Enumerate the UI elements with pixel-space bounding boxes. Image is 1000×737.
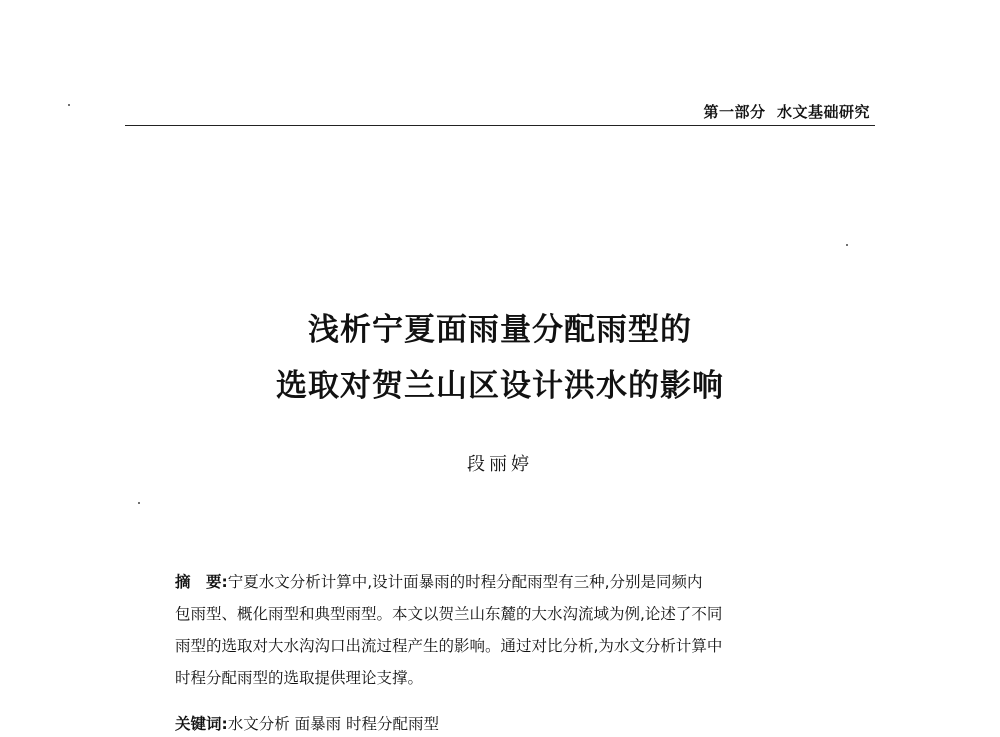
abstract-line-4: 时程分配雨型的选取提供理论支撑。 [175, 669, 424, 687]
author-name: 段丽婷 [467, 454, 533, 475]
keywords [175, 712, 835, 736]
abstract-text-1: 宁夏水文分析计算中,设计面暴雨的时程分配雨型有三种,分别是同频内 [227, 573, 703, 591]
keywords-label: 关键词: [175, 715, 228, 733]
abstract-line-3: 雨型的选取对大水沟沟口出流过程产生的影响。通过对比分析,为水文分析计算中 [175, 637, 723, 655]
keywords-text: 水文分析 面暴雨 时程分配雨型 [227, 715, 440, 733]
scan-speck [138, 502, 140, 504]
running-header: 第一部分 水文基础研究 [703, 103, 870, 121]
abstract-line-1 [175, 566, 835, 598]
abstract [175, 566, 835, 694]
paper-title [0, 302, 1000, 414]
title-line-2: 选取对贺兰山区设计洪水的影响 [276, 368, 724, 404]
title-line-1: 浅析宁夏面雨量分配雨型的 [308, 312, 692, 348]
abstract-line-2: 包雨型、概化雨型和典型雨型。本文以贺兰山东麓的大水沟流域为例,论述了不同 [175, 605, 723, 623]
scan-speck [68, 104, 70, 106]
scan-speck [846, 244, 848, 246]
abstract-label: 摘 要: [175, 573, 228, 591]
header-rule [125, 125, 875, 126]
